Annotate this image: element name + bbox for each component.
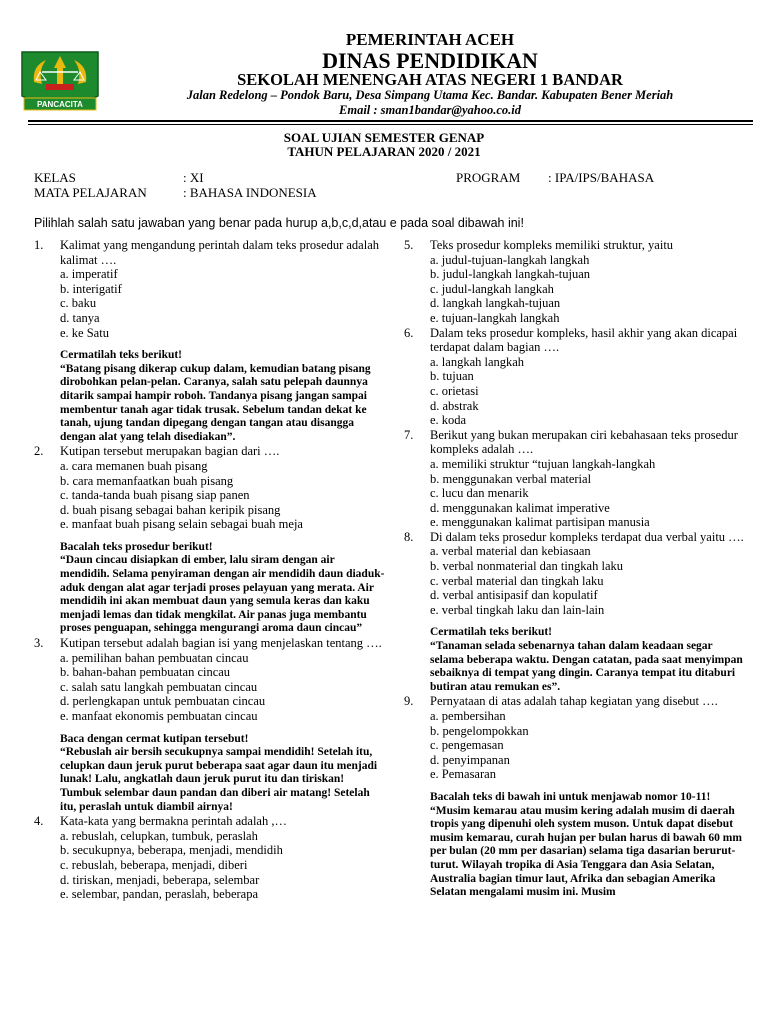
option: c. pengemasan [430, 738, 504, 753]
program-label: PROGRAM [456, 170, 521, 185]
question-3: 3. Kutipan tersebut adalah bagian isi yang menjelaskan tentang …. [34, 636, 382, 651]
option: d. penyimpanan [430, 752, 510, 767]
option: e. manfaat ekonomis pembuatan cincau [60, 709, 258, 723]
option: a. cara memanen buah pisang [60, 458, 208, 473]
option: b. secukupnya, beberapa, menjadi, mendidih [60, 843, 283, 858]
left-column [34, 238, 386, 902]
option: c. lucu dan menarik [430, 486, 529, 501]
question-6: 6. Dalam teks prosedur kompleks, hasil akhir yang akan dicapai terdapat dalam bagian …. [404, 325, 738, 355]
right-column [404, 238, 744, 900]
option: a. pembersihan [430, 709, 506, 723]
department-heading: DINAS PENDIDIKAN [322, 48, 538, 73]
exam-year: TAHUN PELAJARAN 2020 / 2021 [287, 144, 481, 159]
option: b. verbal nonmaterial dan tingkah laku [430, 559, 623, 574]
option: c. orietasi [430, 383, 479, 398]
option: d. verbal antisipasif dan kopulatif [430, 588, 598, 603]
exam-title: SOAL UJIAN SEMESTER GENAP [283, 130, 485, 145]
program-value: : IPA/IPS/BAHASA [548, 170, 655, 185]
question-2: 2. Kutipan tersebut merupakan bagian dari …. [34, 444, 280, 459]
class-label: KELAS [34, 170, 76, 185]
header-divider-thick [28, 120, 753, 122]
option: e. Pemasaran [430, 767, 496, 782]
option: e. verbal tingkah laku dan lain-lain [430, 602, 605, 617]
option: c. tanda-tanda buah pisang siap panen [60, 488, 250, 503]
option: a. judul-tujuan-langkah langkah [430, 252, 590, 267]
option: b. judul-langkah langkah-tujuan [430, 267, 591, 282]
option: e. manfaat buah pisang selain sebagai buah meja [60, 517, 303, 532]
option: d. langkah langkah-tujuan [430, 296, 561, 311]
option: c. rebuslah, beberapa, menjadi, diberi [60, 857, 248, 872]
option: a. pemilihan bahan pembuatan cincau [60, 650, 249, 665]
option: e. selembar, pandan, peraslah, beberapa [60, 887, 259, 902]
government-heading: PEMERINTAH ACEH [345, 30, 515, 49]
question-5: 5. Teks prosedur kompleks memiliki struktur, yaitu [404, 238, 674, 252]
option: c. baku [60, 296, 97, 311]
question-9: 9. Pernyataan di atas adalah tahap kegiatan yang disebut …. [404, 694, 718, 709]
subject-value: : BAHASA INDONESIA [183, 185, 317, 200]
option: d. perlengkapan untuk pembuatan cincau [60, 694, 266, 709]
option: a. langkah langkah [430, 354, 525, 369]
passage-3: Baca dengan cermat kutipan tersebut! “Rebuslah air bersih secukupnya sampai mendidih! Setelah itu, celupkan daun jeruk purut beberapa saat agar daun itu menjadi lunak! Lalu, angkatlah daun jeruk purut itu dan tiriskan! Tumbuk selembar daun pandan dan diberi air matang! Setelah itu, peraslah untuk diambil airnya! [60, 732, 378, 813]
option: d. tiriskan, menjadi, beberapa, selembar [60, 872, 260, 887]
option: b. bahan-bahan pembuatan cincau [60, 665, 231, 680]
option: a. memiliki struktur “tujuan langkah-langkah [430, 456, 656, 471]
option: e. menggunakan kalimat partisipan manusia [430, 515, 650, 530]
option: a. verbal material dan kebiasaan [430, 544, 591, 559]
option: d. menggunakan kalimat imperative [430, 500, 610, 515]
option: b. menggunakan verbal material [430, 471, 592, 486]
option: a. rebuslah, celupkan, tumbuk, peraslah [60, 828, 258, 843]
option: b. cara memanfaatkan buah pisang [60, 473, 234, 488]
option: a. imperatif [60, 267, 118, 282]
question-1: 1. Kalimat yang mengandung perintah dalam teks prosedur adalah kalimat …. [34, 238, 379, 267]
option: b. pengelompokkan [430, 723, 529, 738]
option: d. tanya [60, 310, 100, 325]
aceh-emblem-logo [16, 46, 104, 116]
logo-text: PANCACITA [37, 100, 83, 109]
option: b. interigatif [60, 281, 122, 296]
school-email: Email : sman1bandar@yahoo.co.id [339, 103, 521, 117]
option: d. buah pisang sebagai bahan keripik pisang [60, 502, 281, 517]
option: c. verbal material dan tingkah laku [430, 573, 604, 588]
passage-2: Bacalah teks prosedur berikut! “Daun cincau disiapkan di ember, lalu siram dengan air mendidih. Selama penyiraman dengan air mendidih daun diaduk-aduk dengan alat agar terjadi proses pelayuan yang merata. Air mendidih ini akan membuat daun yang semula keras dan kaku menjadi lemas dan tidak mengkilat. Air panas juga membantu proses penguapan, sehingga mengurangi aroma daun cincau” [60, 540, 385, 635]
class-value: : XI [183, 170, 204, 185]
question-7: 7. Berikut yang bukan merupakan ciri kebahasaan teks prosedur kompleks adalah …. [404, 427, 738, 457]
question-4: 4. Kata-kata yang bermakna perintah adalah ,… [34, 814, 287, 829]
option: e. ke Satu [60, 325, 109, 340]
subject-label: MATA PELAJARAN [34, 185, 147, 200]
option: c. judul-langkah langkah [430, 281, 554, 296]
option: d. abstrak [430, 398, 479, 413]
instruction-text: Pilihlah salah satu jawaban yang benar pada hurup a,b,c,d,atau e pada soal dibawah ini! [34, 216, 524, 230]
option: b. tujuan [430, 369, 474, 384]
passage-4: Cermatilah teks berikut! “Tanaman selada sebenarnya tahan dalam keadaan segar selama beberapa waktu. Dengan catatan, pada saat menyimpan sebaiknya di tempat yang dingin. Caranya tempat itu ditaburi butiran atau remukan es”. [430, 626, 743, 693]
option: e. koda [430, 413, 467, 428]
school-heading: SEKOLAH MENENGAH ATAS NEGERI 1 BANDAR [237, 70, 623, 89]
option: e. tujuan-langkah langkah [430, 310, 560, 325]
header-divider-thin [28, 124, 753, 125]
school-address: Jalan Redelong – Pondok Baru, Desa Simpang Utama Kec. Bandar. Kabupaten Bener Meriah [186, 88, 674, 102]
option: c. salah satu langkah pembuatan cincau [60, 679, 258, 694]
question-8: 8. Di dalam teks prosedur kompleks terdapat dua verbal yaitu …. [404, 529, 744, 544]
passage-1: Cermatilah teks berikut! “Batang pisang dikerap cukup dalam, kemudian batang pisang dirobohkan pelan-pelan. Caranya, salah satu pelepah daunnya ditarik sampai hampir roboh. Tandanya pisang jangan sampai membentur tanah agar tidak trusak. Sebelum tandan dekat ke tanah, ujung tandan dipegang dengan tangan atau disangga dengan alat yang telah disediakan”. [60, 349, 371, 443]
passage-5: Bacalah teks di bawah ini untuk menjawab nomor 10-11! “Musim kemarau atau musim kering adalah musim di daerah tropis yang dipenuhi oleh system muson. Untuk dapat disebut musim kemarau, curah hujan per bulan harus di bawah 60 mm per bulan (20 mm per dasarian) selama tiga dasarian berurut-turut. Wilayah tropika di Asia Tenggara dan Asia Selatan, Australia bagian timur laut, Afrika dan sebagian Amerika Selatan mengalami musim ini. Musim [430, 790, 742, 899]
